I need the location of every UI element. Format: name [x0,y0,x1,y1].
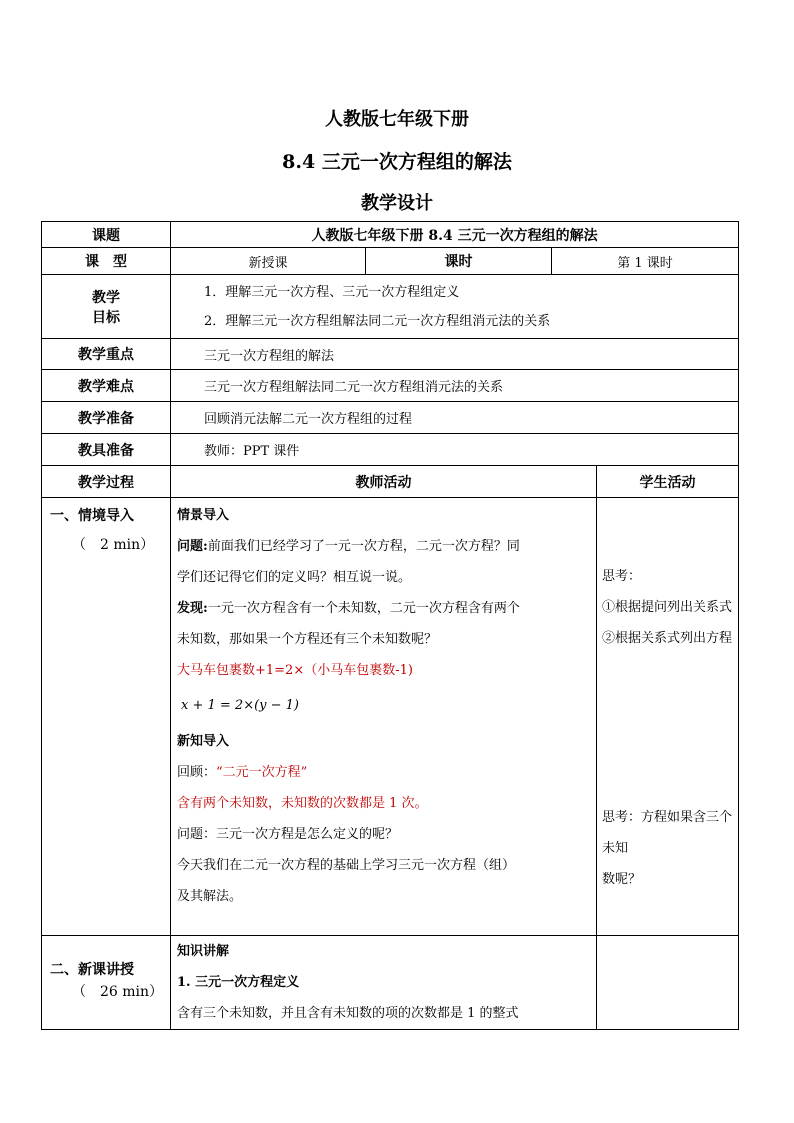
section1-time: （ 2 min） [72,537,155,553]
difficulty-value: 三元一次方程组解法同二元一次方程组消元法的关系 [171,370,739,402]
goal-label-line2: 目标 [92,309,120,326]
prep-row [42,402,739,434]
document-subtitle: 教学设计 [361,193,433,214]
section2-stage: 二、新课讲授 [50,962,134,978]
section2-stage-cell [42,936,171,1030]
goal-1: 1．理解三元一次方程、三元一次方程组定义 [204,284,460,300]
section1-row [42,498,739,936]
section2-time: （ 26 min） [72,984,164,1000]
finding-text1: 一元一次方程含有一个未知数，二元一次方程含有两个 [207,601,520,616]
section2-subheading: 1. 三元一次方程定义 [177,975,300,990]
today-line2: 及其解法。 [177,889,243,904]
word-equation: 大马车包裹数+1=2×（小马车包裹数-1) [177,663,413,678]
today-line1: 今天我们在二元一次方程的基础上学习三元一次方程（组） [177,858,516,873]
review-label: 回顾： [177,765,217,780]
document-title: 人教版七年级下册 [325,109,469,130]
topic-value: 人教版七年级下册 8.4 三元一次方程组的解法 [171,222,739,248]
difficulty-row [42,370,739,402]
question2: 问题：三元一次方程是怎么定义的呢？ [177,827,399,842]
section1-heading2: 新知导入 [177,734,230,749]
tools-row [42,434,739,466]
type-value: 新授课 [171,248,366,275]
type-row [42,248,739,275]
section2-text1: 含有三个未知数，并且含有未知数的项的次数都是 1 的整式 [177,1006,519,1021]
student-activity-label: 学生活动 [597,466,739,498]
tools-label: 教具准备 [42,434,171,466]
student-think2: 思考：方程如果含三个未知 [602,810,733,856]
process-header-row [42,466,739,498]
math-equation: x + 1 = 2×(y − 1) [181,698,299,713]
review-definition: 含有两个未知数，未知数的次数都是 1 次。 [177,796,428,811]
goal-row [42,275,739,339]
prep-value: 回顾消元法解二元一次方程组的过程 [171,402,739,434]
section2-student-cell [597,936,739,1030]
student-think2-cont: 数呢？ [602,872,642,887]
type-label: 课 型 [42,248,171,275]
difficulty-label: 教学难点 [42,370,171,402]
finding-line1 [177,593,588,624]
student-step1: ①根据提问列出关系式 [602,600,733,615]
finding-text2: 未知数，那如果一个方程还有三个未知数呢？ [177,632,438,647]
prep-label: 教学准备 [42,402,171,434]
question-text1: 前面我们已经学习了一元一次方程，二元一次方程？同 [207,539,520,554]
question-line1 [177,531,588,562]
question-text2: 学们还记得它们的定义吗？相互说一说。 [177,570,412,585]
tools-value: 教师：PPT 课件 [171,434,739,466]
process-label: 教学过程 [42,466,171,498]
key-value: 三元一次方程组的解法 [171,339,739,370]
section1-teacher-cell [171,498,597,936]
student-step2: ②根据关系式列出方程 [602,631,733,646]
section1-stage: 一、情境导入 [50,508,134,524]
goal-values [171,275,739,339]
section2-heading: 知识讲解 [177,944,230,959]
period-label: 课时 [366,248,552,275]
review-term: “二元一次方程” [216,765,308,780]
goal-label-line1: 教学 [92,289,120,306]
topic-row [42,222,739,248]
key-row [42,339,739,370]
lesson-title: 8.4 三元一次方程组的解法 [282,151,512,173]
section1-student-cell [597,498,739,936]
student-think1: 思考： [602,569,642,584]
lesson-plan-table [41,221,739,1030]
goal-label [42,275,171,339]
teacher-activity-label: 教师活动 [171,466,597,498]
section1-stage-cell [42,498,171,936]
goal-2: 2．理解三元一次方程组解法同二元一次方程组消元法的关系 [204,313,551,329]
section2-row [42,936,739,1030]
section2-teacher-cell [171,936,597,1030]
period-value: 第 1 课时 [552,248,739,275]
finding-label: 发现: [177,601,208,616]
review-line [177,757,588,788]
key-label: 教学重点 [42,339,171,370]
section1-heading: 情景导入 [177,508,230,523]
question-label: 问题: [177,539,208,554]
topic-label: 课题 [42,222,171,248]
